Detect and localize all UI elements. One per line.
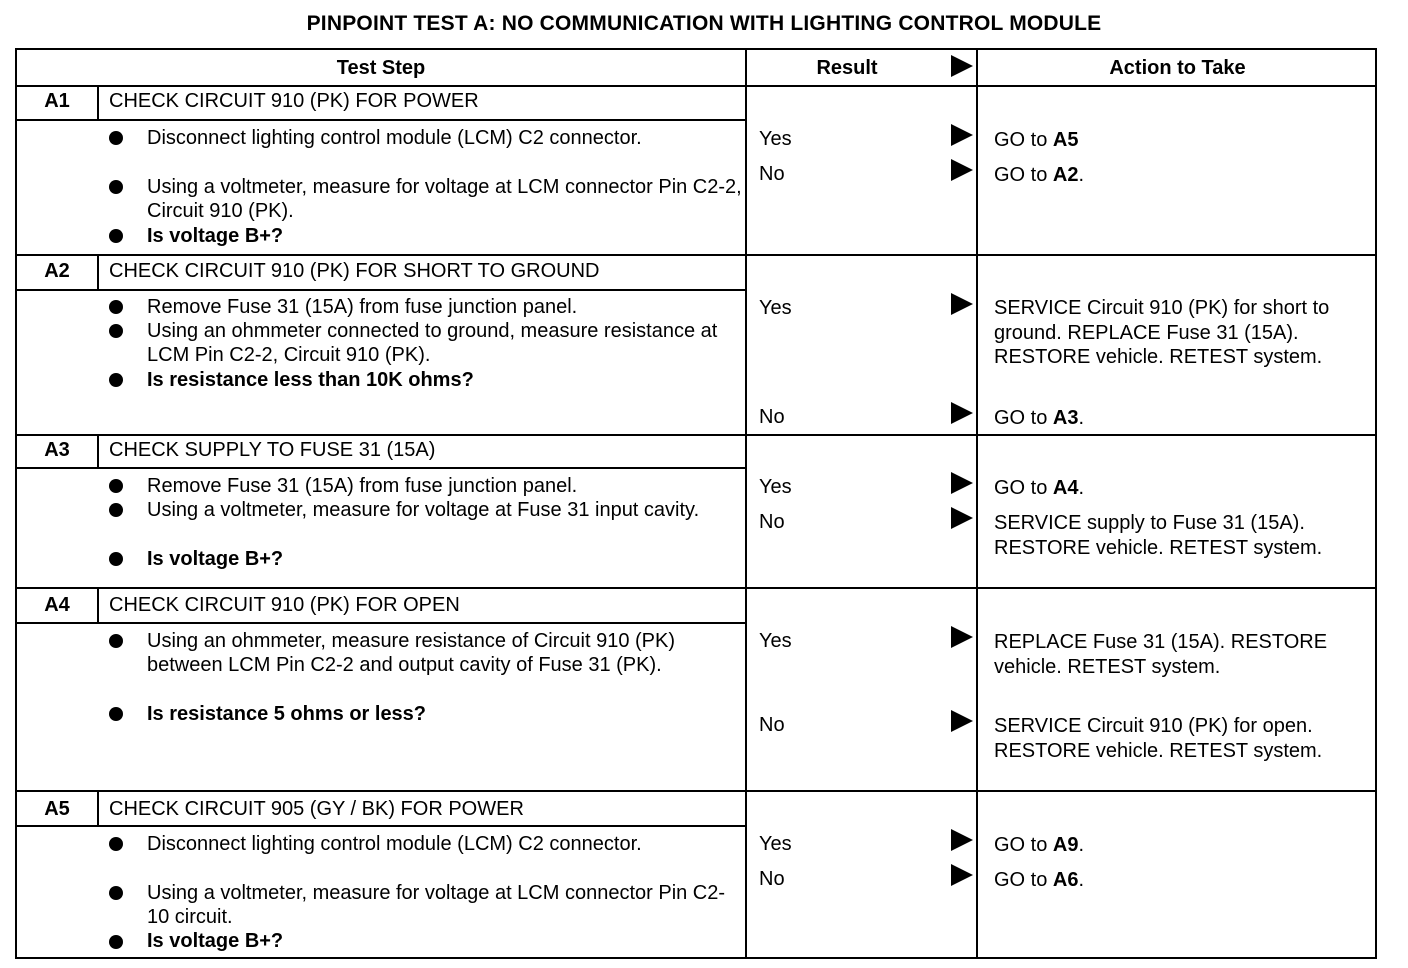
arrow-icon [951,159,973,181]
step-id: A3 [44,439,70,461]
arrow-icon [951,402,973,424]
bullet-icon [109,479,123,493]
bullet-icon [109,552,123,566]
bullet-text: Is voltage B+? [147,548,284,570]
step-heading: CHECK CIRCUIT 910 (PK) FOR SHORT TO GROUND [109,260,600,282]
id-divider [97,436,99,468]
step-id: A2 [44,260,70,282]
pinpoint-test-table [15,48,1377,959]
action-text: SERVICE Circuit 910 (PK) for short to ground. REPLACE Fuse 31 (15A). RESTORE vehicle. RETEST system. [994,297,1330,368]
result-yes: Yes [759,476,792,498]
arrow-icon [951,55,973,77]
action-text: GO to A6. [994,869,1085,891]
action-text: GO to A3. [994,407,1085,429]
column-divider [976,50,978,957]
row-divider [17,254,1375,256]
step-heading: CHECK CIRCUIT 910 (PK) FOR OPEN [109,594,460,616]
arrow-icon [951,507,973,529]
bullet-text: Using a voltmeter, measure for voltage at Fuse 31 input cavity. [147,499,700,521]
row-divider [17,434,1375,436]
heading-divider [17,825,745,827]
arrow-icon [951,864,973,886]
action-text: REPLACE Fuse 31 (15A). RESTORE vehicle. RETEST system. [994,631,1328,678]
result-no: No [759,714,785,736]
bullet-icon [109,886,123,900]
action-text: GO to A2. [994,164,1085,186]
step-heading: CHECK CIRCUIT 910 (PK) FOR POWER [109,90,479,112]
action-text: GO to A4. [994,477,1085,499]
header-test-step: Test Step [336,57,426,79]
arrow-icon [951,124,973,146]
bullet-icon [109,300,123,314]
bullet-text: Is voltage B+? [147,225,284,247]
heading-divider [17,622,745,624]
arrow-icon [951,293,973,315]
bullet-icon [109,707,123,721]
id-divider [97,589,99,622]
step-id: A5 [44,798,70,820]
id-divider [97,86,99,120]
result-no: No [759,163,785,185]
bullet-icon [109,634,123,648]
bullet-text: Remove Fuse 31 (15A) from fuse junction panel. [147,296,578,318]
bullet-icon [109,373,123,387]
step-heading: CHECK SUPPLY TO FUSE 31 (15A) [109,439,436,461]
arrow-icon [951,710,973,732]
bullet-icon [109,131,123,145]
bullet-text: Disconnect lighting control module (LCM) C2 connector. [147,127,642,149]
arrow-icon [951,626,973,648]
result-no: No [759,406,785,428]
bullet-text: Using an ohmmeter connected to ground, measure resistance at LCM Pin C2-2, Circuit 910 (PK). [147,320,718,366]
bullet-icon [109,229,123,243]
action-text: GO to A9. [994,834,1085,856]
result-no: No [759,511,785,533]
step-id: A4 [44,594,70,616]
bullet-icon [109,180,123,194]
arrow-icon [951,829,973,851]
heading-divider [17,467,745,469]
heading-divider [17,289,745,291]
result-yes: Yes [759,128,792,150]
arrow-icon [951,472,973,494]
heading-divider [17,119,745,121]
page-title: PINPOINT TEST A: NO COMMUNICATION WITH LIGHTING CONTROL MODULE [306,12,1102,35]
result-yes: Yes [759,297,792,319]
bullet-text: Using a voltmeter, measure for voltage at LCM connector Pin C2-2, Circuit 910 (PK). [147,176,742,222]
step-id: A1 [44,90,70,112]
bullet-icon [109,935,123,949]
bullet-text: Is resistance less than 10K ohms? [147,369,474,391]
bullet-text: Remove Fuse 31 (15A) from fuse junction panel. [147,475,578,497]
result-yes: Yes [759,833,792,855]
bullet-icon [109,503,123,517]
bullet-text: Is voltage B+? [147,930,284,952]
bullet-text: Disconnect lighting control module (LCM) C2 connector. [147,833,642,855]
row-divider [17,790,1375,792]
bullet-icon [109,837,123,851]
action-text: GO to A5 [994,129,1079,151]
bullet-text: Using a voltmeter, measure for voltage at LCM connector Pin C2-10 circuit. [147,882,726,928]
step-heading: CHECK CIRCUIT 905 (GY / BK) FOR POWER [109,798,524,820]
id-divider [97,256,99,289]
header-action: Action to Take [1109,57,1246,79]
result-no: No [759,868,785,890]
row-divider [17,587,1375,589]
bullet-text: Is resistance 5 ohms or less? [147,703,427,725]
header-result: Result [816,57,878,79]
bullet-text: Using an ohmmeter, measure resistance of Circuit 910 (PK) between LCM Pin C2-2 and output cavity of Fuse 31 (PK). [147,630,675,676]
bullet-icon [109,324,123,338]
action-text: SERVICE supply to Fuse 31 (15A). RESTORE vehicle. RETEST system. [994,512,1323,559]
header-divider [17,85,1375,87]
action-text: SERVICE Circuit 910 (PK) for open. RESTORE vehicle. RETEST system. [994,715,1323,762]
result-yes: Yes [759,630,792,652]
id-divider [97,792,99,826]
